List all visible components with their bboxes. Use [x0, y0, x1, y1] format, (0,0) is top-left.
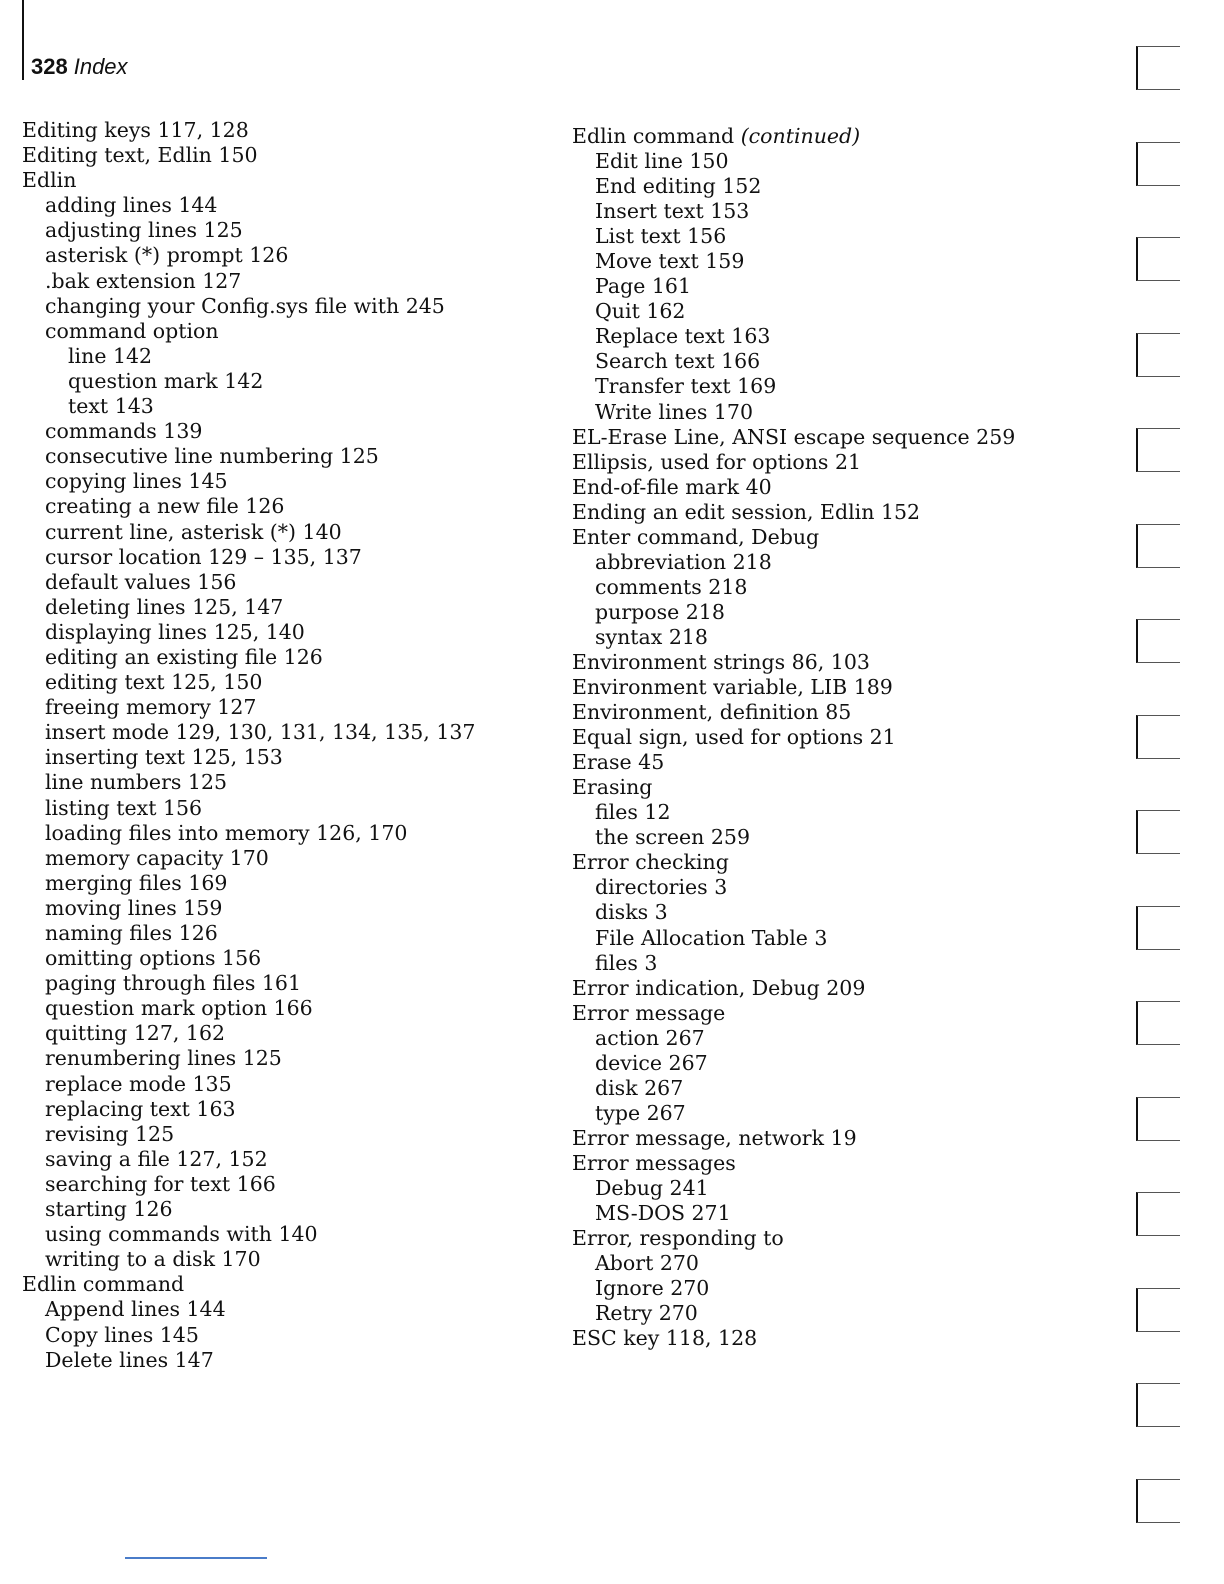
index-entry: Error messages: [572, 1150, 736, 1175]
index-entry: disks 3: [595, 900, 668, 925]
index-entry: action 267: [595, 1025, 705, 1050]
index-entry: renumbering lines 125: [45, 1046, 282, 1071]
index-entry: Error message: [572, 1000, 726, 1025]
index-entry: Erasing: [572, 775, 653, 800]
index-entry: disk 267: [595, 1075, 684, 1100]
index-entry: Move text 159: [595, 249, 745, 274]
index-entry: Ending an edit session, Edlin 152: [572, 499, 921, 524]
index-entry: Edit line 150: [595, 149, 729, 174]
index-entry: moving lines 159: [45, 895, 223, 920]
index-entry: Page 161: [595, 274, 691, 299]
index-entry: adding lines 144: [45, 193, 218, 218]
index-entry: text 143: [68, 394, 154, 419]
index-entry: replacing text 163: [45, 1096, 236, 1121]
bottom-rule: [125, 1557, 267, 1559]
index-entry: cursor location 129 – 135, 137: [45, 544, 362, 569]
index-entry: Append lines 144: [45, 1297, 226, 1322]
index-entry: files 12: [595, 800, 671, 825]
index-entry: consecutive line numbering 125: [45, 444, 379, 469]
index-entry: Environment strings 86, 103: [572, 649, 870, 674]
index-entry: question mark option 166: [45, 996, 313, 1021]
index-entry: Error indication, Debug 209: [572, 975, 866, 1000]
index-entry: asterisk (*) prompt 126: [45, 243, 289, 268]
index-entry: insert mode 129, 130, 131, 134, 135, 137: [45, 720, 476, 745]
index-entry: saving a file 127, 152: [45, 1146, 268, 1171]
index-entry-heading: [572, 124, 1015, 149]
header-rule: [22, 0, 24, 80]
page-number: 328: [31, 54, 68, 79]
thumb-tab-mark: [1136, 237, 1180, 281]
index-column-right: [572, 124, 1015, 1351]
index-entry: device 267: [595, 1050, 708, 1075]
index-entry: revising 125: [45, 1121, 175, 1146]
index-entry: commands 139: [45, 419, 203, 444]
index-entry: omitting options 156: [45, 946, 262, 971]
index-entry: Error message, network 19: [572, 1125, 857, 1150]
thumb-tab-mark: [1136, 46, 1180, 90]
thumb-tab-mark: [1136, 1479, 1180, 1523]
index-entry: Search text 166: [595, 349, 761, 374]
index-entry: line numbers 125: [45, 770, 228, 795]
index-entry: Delete lines 147: [45, 1347, 214, 1372]
section-title: Index: [73, 54, 128, 79]
thumb-tab-mark: [1136, 142, 1180, 186]
thumb-tab-mark: [1136, 1001, 1180, 1045]
index-entry: purpose 218: [595, 599, 725, 624]
index-entry: Equal sign, used for options 21: [572, 725, 896, 750]
index-entry: question mark 142: [68, 368, 264, 393]
continued-label: (continued): [740, 124, 861, 148]
thumb-tab-mark: [1136, 524, 1180, 568]
index-entry: loading files into memory 126, 170: [45, 820, 408, 845]
index-entry: Insert text 153: [595, 199, 750, 224]
thumb-tab-mark: [1136, 715, 1180, 759]
index-entry: Erase 45: [572, 750, 665, 775]
index-entry: command option: [45, 318, 219, 343]
thumb-tab-mark: [1136, 1192, 1180, 1236]
index-entry: syntax 218: [595, 624, 708, 649]
index-entry: Replace text 163: [595, 324, 771, 349]
index-entry: type 267: [595, 1100, 686, 1125]
index-entry: writing to a disk 170: [45, 1247, 261, 1272]
index-entry: Retry 270: [595, 1301, 698, 1326]
thumb-tab-mark: [1136, 333, 1180, 377]
index-entry: current line, asterisk (*) 140: [45, 519, 342, 544]
index-entry: Ellipsis, used for options 21: [572, 449, 862, 474]
index-entry: End editing 152: [595, 174, 762, 199]
index-entry: replace mode 135: [45, 1071, 232, 1096]
index-entry: Ignore 270: [595, 1276, 710, 1301]
index-entry: paging through files 161: [45, 971, 302, 996]
index-entry: .bak extension 127: [45, 268, 242, 293]
index-entry: Enter command, Debug: [572, 524, 820, 549]
heading-text: Edlin command: [572, 124, 741, 148]
index-entry: Error checking: [572, 850, 729, 875]
index-entry: Write lines 170: [595, 399, 754, 424]
index-entry: Transfer text 169: [595, 374, 777, 399]
thumb-tab-mark: [1136, 810, 1180, 854]
thumb-tab-mark: [1136, 1097, 1180, 1141]
index-entry: File Allocation Table 3: [595, 925, 828, 950]
index-entry: Copy lines 145: [45, 1322, 199, 1347]
index-entry: listing text 156: [45, 795, 203, 820]
index-entry: quitting 127, 162: [45, 1021, 226, 1046]
index-entry: naming files 126: [45, 921, 218, 945]
index-entry: MS-DOS 271: [595, 1201, 731, 1226]
index-entry: using commands with 140: [45, 1222, 318, 1247]
index-entry: Edlin command: [22, 1272, 185, 1297]
index-entry: changing your Config.sys file with 245: [45, 293, 445, 318]
index-entry: creating a new file 126: [45, 494, 285, 519]
thumb-tab-mark: [1136, 1288, 1180, 1332]
index-entry: searching for text 166: [45, 1171, 276, 1196]
index-entry: Error, responding to: [572, 1226, 784, 1251]
running-header: [31, 54, 128, 80]
thumb-tab-mark: [1136, 1383, 1180, 1427]
index-entry: adjusting lines 125: [45, 218, 243, 243]
index-entry: merging files 169: [45, 870, 228, 895]
index-entry: default values 156: [45, 569, 237, 594]
index-entry: ESC key 118, 128: [572, 1326, 758, 1351]
index-entry: Editing keys 117, 128: [22, 118, 249, 142]
index-entry: List text 156: [595, 224, 727, 249]
index-entry: comments 218: [595, 574, 748, 599]
index-entry: inserting text 125, 153: [45, 745, 283, 770]
index-entry: Debug 241: [595, 1175, 709, 1200]
index-entry: freeing memory 127: [45, 695, 257, 720]
thumb-tab-mark: [1136, 906, 1180, 950]
index-column-left: [22, 118, 475, 1373]
index-entry: editing an existing file 126: [45, 644, 323, 669]
index-entry: displaying lines 125, 140: [45, 619, 305, 644]
index-entry: editing text 125, 150: [45, 670, 263, 695]
thumb-tab-mark: [1136, 428, 1180, 472]
index-entry: Environment variable, LIB 189: [572, 675, 893, 700]
index-entry: abbreviation 218: [595, 549, 772, 574]
index-entry: starting 126: [45, 1197, 173, 1222]
index-entry: EL-Erase Line, ANSI escape sequence 259: [572, 424, 1016, 449]
index-entry: files 3: [595, 950, 658, 975]
index-entry: directories 3: [595, 875, 728, 900]
index-entry: Editing text, Edlin 150: [22, 143, 258, 168]
index-entry: Environment, definition 85: [572, 700, 852, 725]
thumb-tab-mark: [1136, 619, 1180, 663]
index-entry: End-of-file mark 40: [572, 474, 772, 499]
index-entry: copying lines 145: [45, 469, 228, 494]
index-entry: Edlin: [22, 168, 77, 193]
index-entry: Quit 162: [595, 299, 686, 324]
index-entry: the screen 259: [595, 825, 751, 850]
index-entry: memory capacity 170: [45, 845, 269, 870]
index-entry: deleting lines 125, 147: [45, 594, 284, 619]
index-entry: line 142: [68, 343, 153, 368]
index-entry: Abort 270: [595, 1251, 699, 1276]
